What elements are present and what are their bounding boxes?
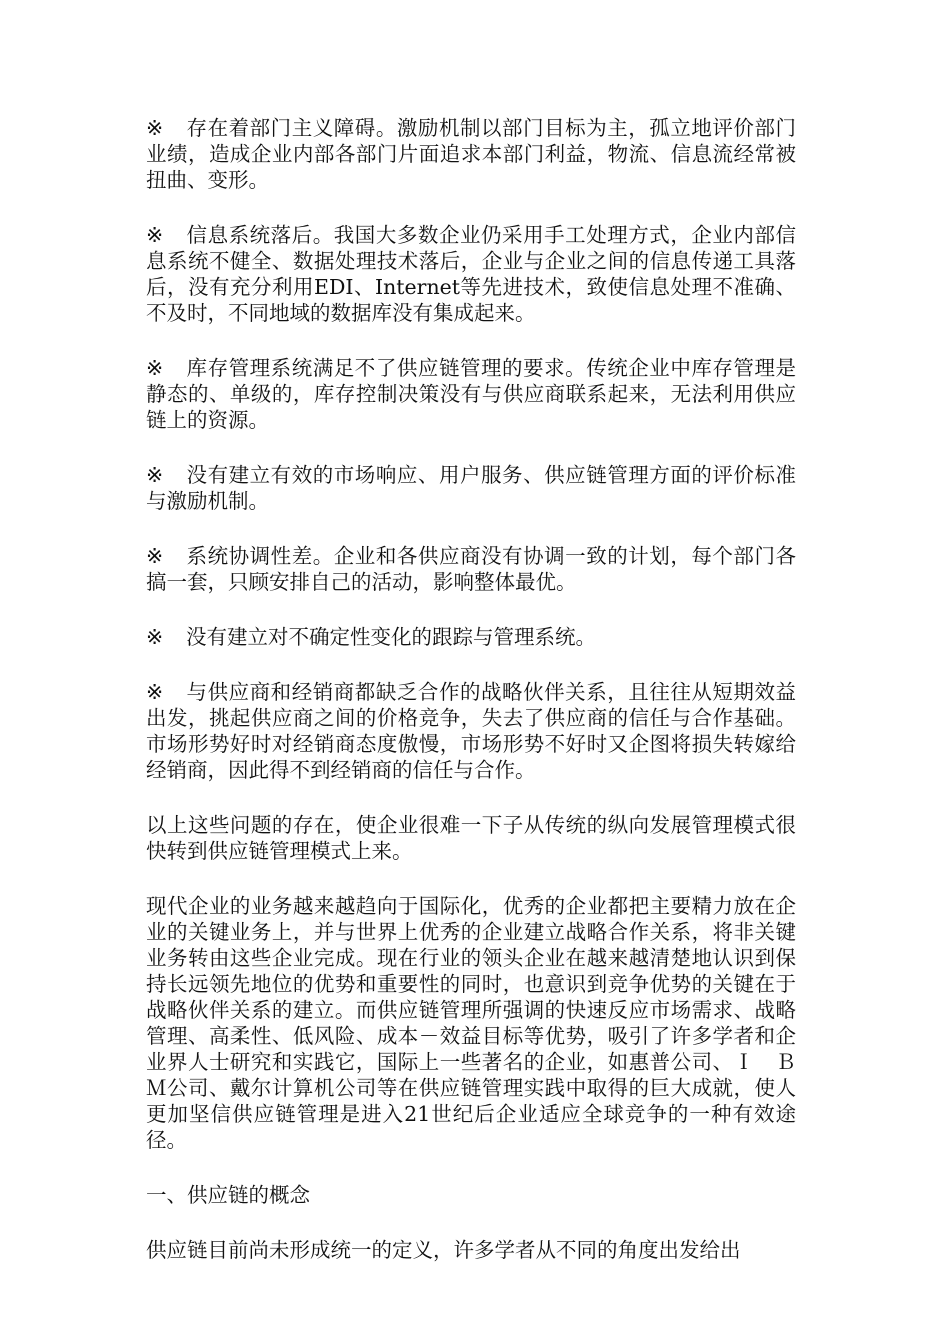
bullet-text-6: 没有建立对不确定性变化的跟踪与管理系统。: [186, 625, 596, 649]
bullet-paragraph-7: [146, 679, 796, 783]
bullet-symbol: ※: [146, 356, 164, 380]
bullet-symbol: ※: [146, 625, 164, 649]
bullet-paragraph-5: [146, 543, 796, 595]
bullet-symbol: ※: [146, 544, 164, 568]
bullet-text-2: 信息系统落后。我国大多数企业仍采用手工处理方式，企业内部信息系统不健全、数据处理技术落后，企业与企业之间的信息传递工具落后，没有充分利用EDI、Internet等先进技术，致使信息处理不准确、不及时，不同地域的数据库没有集成起来。: [146, 223, 796, 325]
bullet-paragraph-4: [146, 462, 796, 514]
bullet-text-5: 系统协调性差。企业和各供应商没有协调一致的计划，每个部门各搞一套，只顾安排自己的活动，影响整体最优。: [146, 544, 796, 594]
summary-paragraph: 以上这些问题的存在，使企业很难一下子从传统的纵向发展管理模式很快转到供应链管理模式上来。: [146, 813, 796, 863]
bullet-paragraph-3: [146, 355, 796, 433]
bullet-symbol: ※: [146, 116, 164, 140]
bullet-text-4: 没有建立有效的市场响应、用户服务、供应链管理方面的评价标准与激励机制。: [146, 463, 796, 513]
section-heading: 一、供应链的概念: [146, 1183, 310, 1207]
bullet-symbol: ※: [146, 680, 164, 704]
bullet-text-3: 库存管理系统满足不了供应链管理的要求。传统企业中库存管理是静态的、单级的，库存控制决策没有与供应商联系起来，无法利用供应链上的资源。: [146, 356, 796, 432]
bullet-symbol: ※: [146, 463, 164, 487]
definition-paragraph: 供应链目前尚未形成统一的定义，许多学者从不同的角度出发给出: [146, 1238, 741, 1262]
document-page: [146, 115, 817, 1292]
bullet-symbol: ※: [146, 223, 164, 247]
bullet-text-1: 存在着部门主义障碍。激励机制以部门目标为主，孤立地评价部门业绩，造成企业内部各部门片面追求本部门利益，物流、信息流经常被扭曲、变形。: [146, 116, 796, 192]
bullet-paragraph-6: [146, 624, 796, 650]
modern-enterprise-paragraph: 现代企业的业务越来越趋向于国际化，优秀的企业都把主要精力放在企业的关键业务上，并与世界上优秀的企业建立战略合作关系，将非关键业务转由这些企业完成。现在行业的领头企业在越来越清楚地认识到保持长远领先地位的优势和重要性的同时，也意识到竞争优势的关键在于战略伙伴关系的建立。而供应链管理所强调的快速反应市场需求、战略管理、高柔性、低风险、成本－效益目标等优势，吸引了许多学者和企业界人士研究和实践它，国际上一些著名的企业，如惠普公司、Ｉ Ｂ Ｍ公司、戴尔计算机公司等在供应链管理实践中取得的巨大成就，使人更加坚信供应链管理是进入21世纪后企业适应全球竞争的一种有效途径。: [146, 894, 817, 1152]
bullet-paragraph-2: [146, 222, 796, 326]
bullet-paragraph-1: [146, 115, 796, 193]
bullet-text-7: 与供应商和经销商都缺乏合作的战略伙伴关系，且往往从短期效益出发，挑起供应商之间的价格竞争，失去了供应商的信任与合作基础。市场形势好时对经销商态度傲慢，市场形势不好时又企图将损失转嫁给经销商，因此得不到经销商的信任与合作。: [146, 680, 796, 782]
